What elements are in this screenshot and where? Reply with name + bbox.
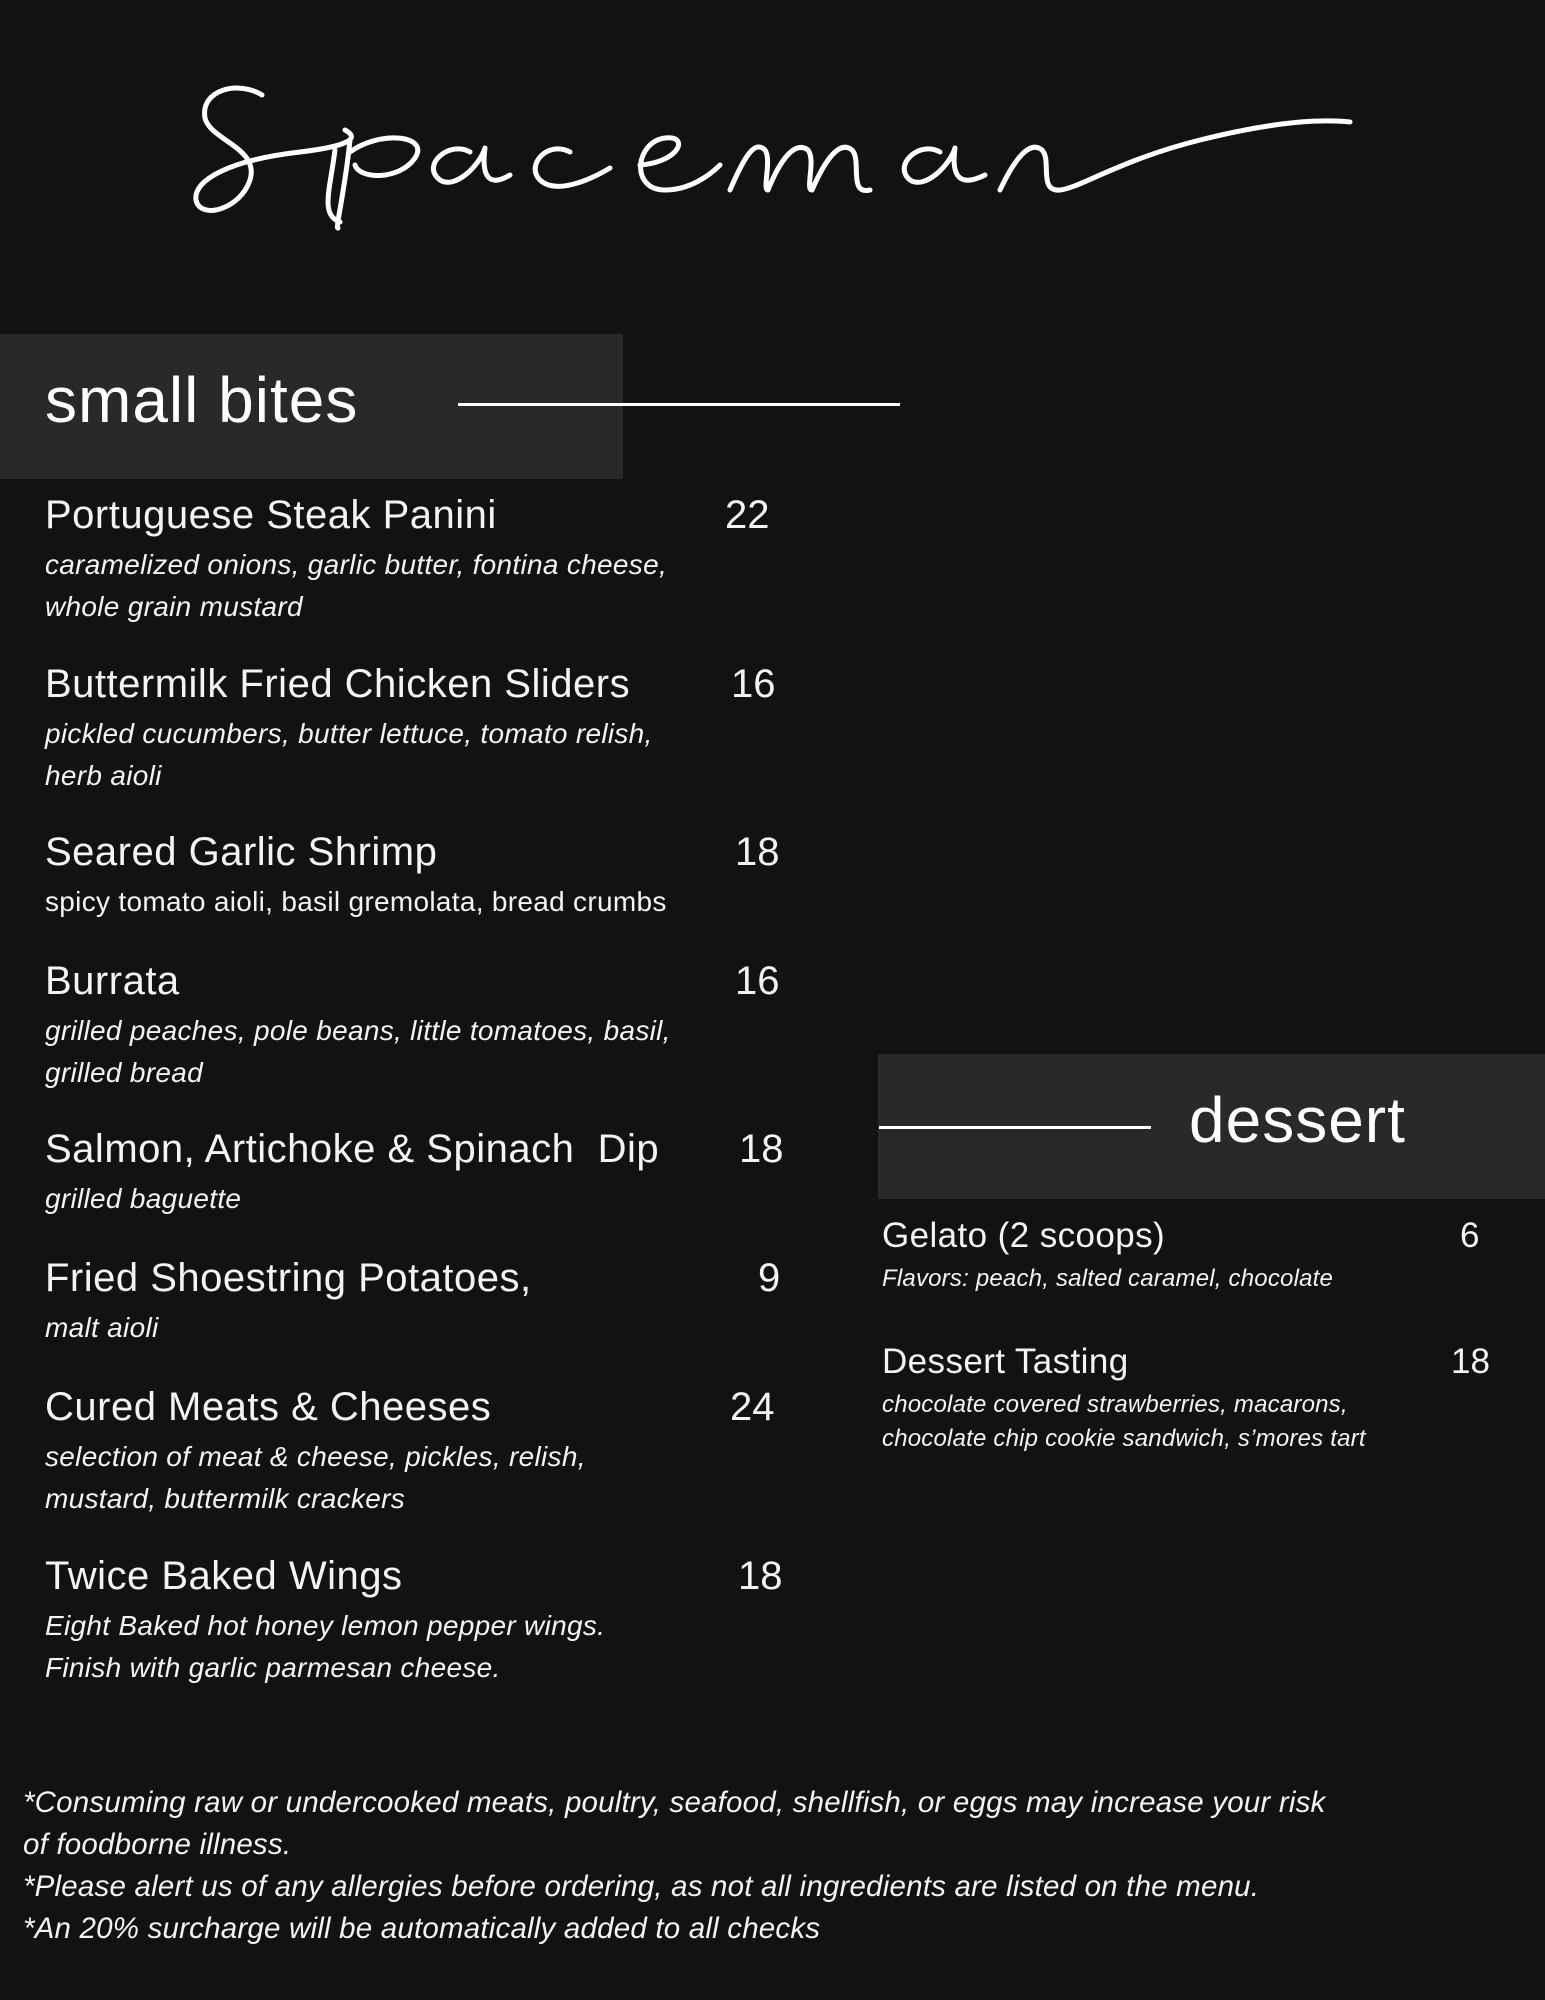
item-name: Portuguese Steak Panini bbox=[45, 493, 497, 537]
item-description: grilled peaches, pole beans, little tomatoes, basil, bbox=[45, 1015, 671, 1046]
raw-food-warning-cont: of foodborne illness. bbox=[23, 1828, 292, 1861]
item-price: 18 bbox=[738, 1554, 783, 1598]
item-name: Burrata bbox=[45, 959, 180, 1003]
footer-notes bbox=[23, 1782, 1523, 1950]
item-name: Seared Garlic Shrimp bbox=[45, 830, 438, 874]
item-description: grilled bread bbox=[45, 1057, 203, 1088]
item-description: chocolate chip cookie sandwich, s’mores tart bbox=[882, 1425, 1366, 1452]
spaceman-logo bbox=[0, 40, 1545, 260]
item-description: selection of meat & cheese, pickles, relish, bbox=[45, 1441, 586, 1472]
small-bites-divider bbox=[458, 403, 900, 406]
item-price: 22 bbox=[725, 493, 770, 537]
menu-item bbox=[45, 830, 785, 922]
menu-item bbox=[45, 1127, 785, 1219]
item-description: Flavors: peach, salted caramel, chocolate bbox=[882, 1265, 1334, 1292]
item-name: Fried Shoestring Potatoes, bbox=[45, 1256, 532, 1300]
allergy-note: *Please alert us of any allergies before ordering, as not all ingredients are listed on the menu. bbox=[23, 1870, 1260, 1903]
item-name: Dessert Tasting bbox=[882, 1342, 1129, 1381]
item-description: herb aioli bbox=[45, 760, 162, 791]
item-description: caramelized onions, garlic butter, fontina cheese, bbox=[45, 549, 668, 580]
menu-item bbox=[45, 493, 785, 627]
item-description: mustard, buttermilk crackers bbox=[45, 1483, 406, 1514]
item-description: Finish with garlic parmesan cheese. bbox=[45, 1652, 501, 1683]
menu-item bbox=[45, 959, 785, 1093]
menu-item bbox=[45, 1554, 785, 1688]
item-price: 18 bbox=[739, 1127, 784, 1171]
item-description: pickled cucumbers, butter lettuce, tomato relish, bbox=[45, 718, 653, 749]
item-price: 18 bbox=[735, 830, 780, 874]
menu-item bbox=[45, 1385, 785, 1519]
item-description: chocolate covered strawberries, macarons, bbox=[882, 1391, 1348, 1418]
item-name: Salmon, Artichoke & Spinach Dip bbox=[45, 1127, 660, 1171]
item-price: 16 bbox=[735, 959, 780, 1003]
item-name: Buttermilk Fried Chicken Sliders bbox=[45, 662, 631, 706]
item-price: 6 bbox=[1460, 1216, 1480, 1255]
item-name: Cured Meats & Cheeses bbox=[45, 1385, 492, 1429]
item-description: Eight Baked hot honey lemon pepper wings. bbox=[45, 1610, 606, 1641]
item-description: spicy tomato aioli, basil gremolata, bread crumbs bbox=[45, 886, 667, 917]
item-description: whole grain mustard bbox=[45, 591, 303, 622]
dessert-divider bbox=[879, 1126, 1151, 1129]
menu-item bbox=[45, 1256, 785, 1348]
small-bites-title: small bites bbox=[45, 364, 359, 436]
menu-item bbox=[45, 662, 785, 796]
item-description: malt aioli bbox=[45, 1312, 159, 1343]
item-description: grilled baguette bbox=[45, 1183, 242, 1214]
item-name: Twice Baked Wings bbox=[45, 1554, 403, 1598]
item-name: Gelato (2 scoops) bbox=[882, 1216, 1166, 1255]
item-price: 24 bbox=[730, 1385, 775, 1429]
dessert-title: dessert bbox=[1189, 1084, 1406, 1156]
item-price: 18 bbox=[1451, 1342, 1490, 1381]
dessert-item bbox=[882, 1216, 1502, 1296]
item-price: 16 bbox=[731, 662, 776, 706]
raw-food-warning: *Consuming raw or undercooked meats, poultry, seafood, shellfish, or eggs may increase your risk bbox=[23, 1786, 1326, 1819]
item-price: 9 bbox=[758, 1256, 781, 1300]
surcharge-note: *An 20% surcharge will be automatically added to all checks bbox=[23, 1912, 821, 1945]
dessert-item bbox=[882, 1342, 1502, 1456]
